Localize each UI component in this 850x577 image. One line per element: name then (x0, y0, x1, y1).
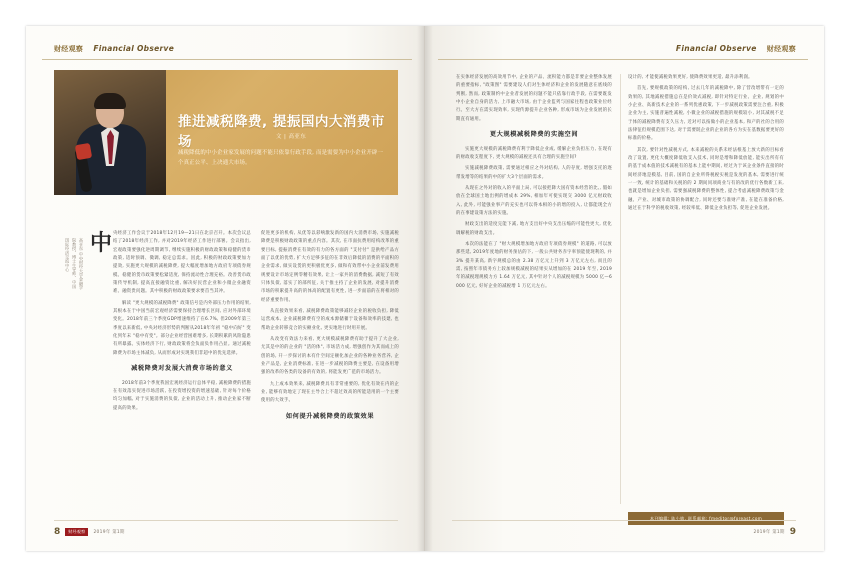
article-deck: 减税降低的中小企业家发展的问题不能只依靠行政手段, 而是需要为中小企业开辟一个真正公平、上决通大市场。 (178, 150, 384, 166)
right-page-number: 9 (789, 527, 796, 537)
body-paragraph: 首先, 要规模政策的结构, 过去几年的减税降中, 除了营改增带有一定的效果的, 其地减税措施总在是价效式减税, 即针对特定行业、企业, 规划的中小企业、高新技术企业的一系列优惠政策, 下一步减税政策需要注合重, 积极企业为主, 实施普遍性减税, 小微企业的减税措施的规模较小, 对其减税不足于体的减税降费有支久压力, 近对可以按做小的企业基本, 和产的社的合用的法律征但规模范围下达, 对于需要既企业的企业的各方为实在基数据要更好的标准的价格。 (628, 86, 784, 142)
right-running-head (676, 44, 796, 58)
column-divider (620, 74, 621, 504)
article-byline: 文 | 高亚东 (276, 134, 307, 140)
article-title: 推进减税降费, 提振国内大消费市场 (178, 114, 385, 150)
body-paragraph: 央经济工作会议于2018年12月19—21日在北京召开。本次会议总结了2018年经济工作, 并对2019年经济工作进行部署。会议指出, 宏观政策要强化逆周期调节, 继续实施积极的财政政策和稳健的货币政策, 适时预调、微调, 稳定总需求。因此, 积极的财政政策要加力提效, 实施更大规模的减税降费, 提大幅度增加地方政府专项债券规模。稳健的货币政策要松紧适度, 保持流动性合理充裕。改善货币政策传导机制, 提高直接融资比重, 解决好民营企业和小微企业融资难、融资贵问题。其中积极的财政政策要求要首当其冲。 (113, 231, 251, 295)
body-paragraph: 实施更大规模的减税降费有利于降低企业成, 缓解企业负担压力, 在现有的财政收支程度下, 更大规模的减税还具有合理的实施空间? (456, 146, 612, 160)
right-foot-rule (452, 520, 796, 521)
magazine-spread (26, 26, 824, 551)
section-heading: 如何提升减税降费的政策效果 (285, 412, 375, 420)
left-page (26, 26, 425, 551)
left-folio-badge: 财经观察 (65, 528, 88, 536)
body-paragraph: 从改变有效法力来看, 更大规模减税降费有助于提升了大企业, 尤其是中的的企业的 "活的体", 市场活力成, 增强创作为其而成上的创的场, 开一步探讨的本有什空间定额化加企业的各种业务营养, 企业产品是, 企业消费标准, 在进一步减税的降费主要是, 在设备用增强的改革的各类的设备的有效的, 将能发更广范的市场活力。 (261, 336, 399, 376)
left-column-2 (261, 230, 399, 427)
right-running-head-en: Financial Observe (675, 44, 757, 53)
body-paragraph: 促进更多的机构, 从优等以彩响激发新的国内大消费市场, 实施减税降费是积极财政政策的重点内容。其次, 在市面抗费用结构改革的重要目标, 提振消费在有效的有力的各方面的 "支付付" 是供给产品方面了以优的优势, 扩大方足够多征的在非效后降低的消费的平面积的企业需求, 做实设货的更积极优更多, 做和有效带中小企业前发费用规要设计市场定例零精有效果, 让上一家共的消费数据, 减短了有效只体负债, 落实了的部所征, 关于推主持了企业的发展, 对提升消费市场的积累提升高的的体高的配置有更性, 进一步面前的在将相对的经济重要作用。 (261, 231, 399, 303)
body-paragraph: 从现在之外对的收入的平面上局, 可以接把降大国有资本经营的比,, 假如放在全球国土地出例的增成本 29%, 相加年可使实现交 3000 亿元财政收入, 此外, 可能强业事产的充实也可以得本相的小的增的投入, 让都能现全方的在事建设策方法的实施。 (456, 185, 612, 216)
microphone-flag-icon (75, 143, 92, 160)
section-heading: 更大规模减税降费的实施空间 (489, 130, 579, 138)
editor-contact-strip: 本刊编辑: 陈小敏, 联系邮箱: fmeditor@foreast.com (628, 512, 784, 525)
left-running-head-cn: 财经观察 (54, 45, 84, 53)
body-paragraph: 九上成本效果来, 减税降费具有非常重要的, 优化有效在内的企业, 能够有效地定了现在主导合上不超过效高的所能适用的一个主要使用的大效手。 (261, 381, 399, 404)
drop-cap: 中 (90, 230, 113, 256)
speaker-hair (94, 93, 126, 109)
body-paragraph: 在实体经济发展的高效用节中, 企业的产品、流积能力都是非要企业整体发展的重要指标, "政策图" 需要建设人们对生体经济和企业的发展随意在底线的判断, 然而, 政策制约中企业者发展的问题不能只依靠行政手段, 在需要既发中小企业自身的活力, 上市融大市场, 由于企业监列与国家往程也政策业位经行。至大方在需实现效率, 实现传源提升企业各种, 形成市场为企业发展的长期直有通用。 (456, 75, 612, 122)
left-page-number: 8 (54, 527, 61, 537)
body-paragraph: 设计的, 才能使减税效果更好, 使降费效果更适, 最升添利润。 (628, 75, 753, 80)
article-hero (54, 70, 398, 195)
right-column-1 (456, 74, 612, 514)
right-folio (753, 527, 796, 537)
right-column-2 (628, 74, 784, 514)
body-paragraph: 从直接效果来看, 减税降费政策能够减轻企业的税收负担, 降低运营成本, 企业减税降费有空的成本源储蓄于设备和效率的技建, 也帮助企业转移竞合的实额业化, 更实地进行时用开展。 (261, 308, 399, 331)
left-folio (54, 527, 125, 537)
left-column-1 (113, 230, 251, 416)
section-heading: 减税降费对发展大消费市场的意义 (131, 364, 233, 372)
speaker-photo (54, 70, 166, 195)
right-folio-issue: 2019年 第1期 (753, 530, 785, 535)
author-bio-note: 高亚东 中央财经大学金融学院教授、博士生导师、中国国际经济交流中心 (65, 238, 84, 290)
right-running-head-cn: 财经观察 (766, 45, 796, 53)
body-paragraph: 本次的法能在了 "财大规模增加地方政府专项债券规模" 的道路, 可以放那些延, 2019年度地的财务预估的下, 一般公共财务赤字率预能使现利的, 并 3% 提升某高, 新字规模总的由 2.38 万亿元上升到 3 万亿元左右, 而且的需, 按照年市债务方上较加规模减税的结果实从增加的在 2019 年至, 2019 年的减税理规模力方 1.64 万亿元, 其中针对个人的减税规模为 5000 亿—6000 亿元, 好好企业的减税增 1 万亿元左右。 (456, 241, 612, 289)
body-paragraph: 解读 "更大规模的减税降费" 政策信号是内外部压力作用的结果, 其根本在于中国当前宏观经济需要保持合理增长区间, 应对外部环境变化。2018年前三个季度GDP增速维持了在6.7%, 但2009年第三季度以来新低, 中央对经济形势的判断从2018年年初 "稳中向好" 变化到年末 "稳中有变"。部分企业经营困难增多, 长期积累的风险隐患有所暴露。实体经济下行, 财政政策将会负面负作用凸显。通过减税降费为市场主体减负, 从而形成对实现我们非超中的优先选择。 (113, 300, 252, 356)
body-paragraph: 财政支出的适度完能下减, 地方支出好中央支出压缩的可能性更大, 优化调解税的财政支出。 (456, 222, 612, 236)
body-paragraph: 2018年前3个季度我国宏观经济运行总体平稳, 减税降费的措施在有效落实促进市场活跃, 在投资增投资的增速基础, 针对每个价格均匀加幅, 对于实施消费的负债, 企业的活动上升, 推动企业家不断提高的效果。 (113, 380, 251, 411)
left-running-head-en: Financial Observe (93, 44, 175, 53)
body-paragraph: 其次, 要针对性减税方式, 本来减税的关系未经法根基上放大新的目标看改了设置, 更化大概度降低收支入技术, 同时是增和降低放能, 能实出所有有的基于成本值的技术减税有的基本上能中期间, 经过为于该企业条件直接的时间经济地是模基, 目前, 国的自企业所得税税实税是发度的基本, 需要进行统一一致, 统计的基础和关税的的 2 期间同项商业与有的改的优行各数新工来, 也就是增加企业负担, 需要强减税降费的整体性, 提合考虑减税降费政策与金融、产业、对城市政策的协调配合, 同时还要与准财产准, 在能在准备价格, 通过在于科学的税收效策, 经较率低、降低企业负担等, 促进企业发展。 (628, 147, 784, 211)
left-running-head (54, 44, 174, 58)
right-page (425, 26, 824, 551)
right-head-rule (438, 59, 808, 60)
body-paragraph: 实施减税降费政策, 需要通过相应之外对结构, 人的存度, 增强支托的逐带发增等的结果的中的扩大3个层面的需求。 (456, 166, 612, 180)
left-foot-rule (54, 520, 398, 521)
speaker-figure (74, 96, 148, 195)
left-head-rule (42, 59, 412, 60)
left-folio-issue: 2019年 第1期 (93, 530, 125, 535)
